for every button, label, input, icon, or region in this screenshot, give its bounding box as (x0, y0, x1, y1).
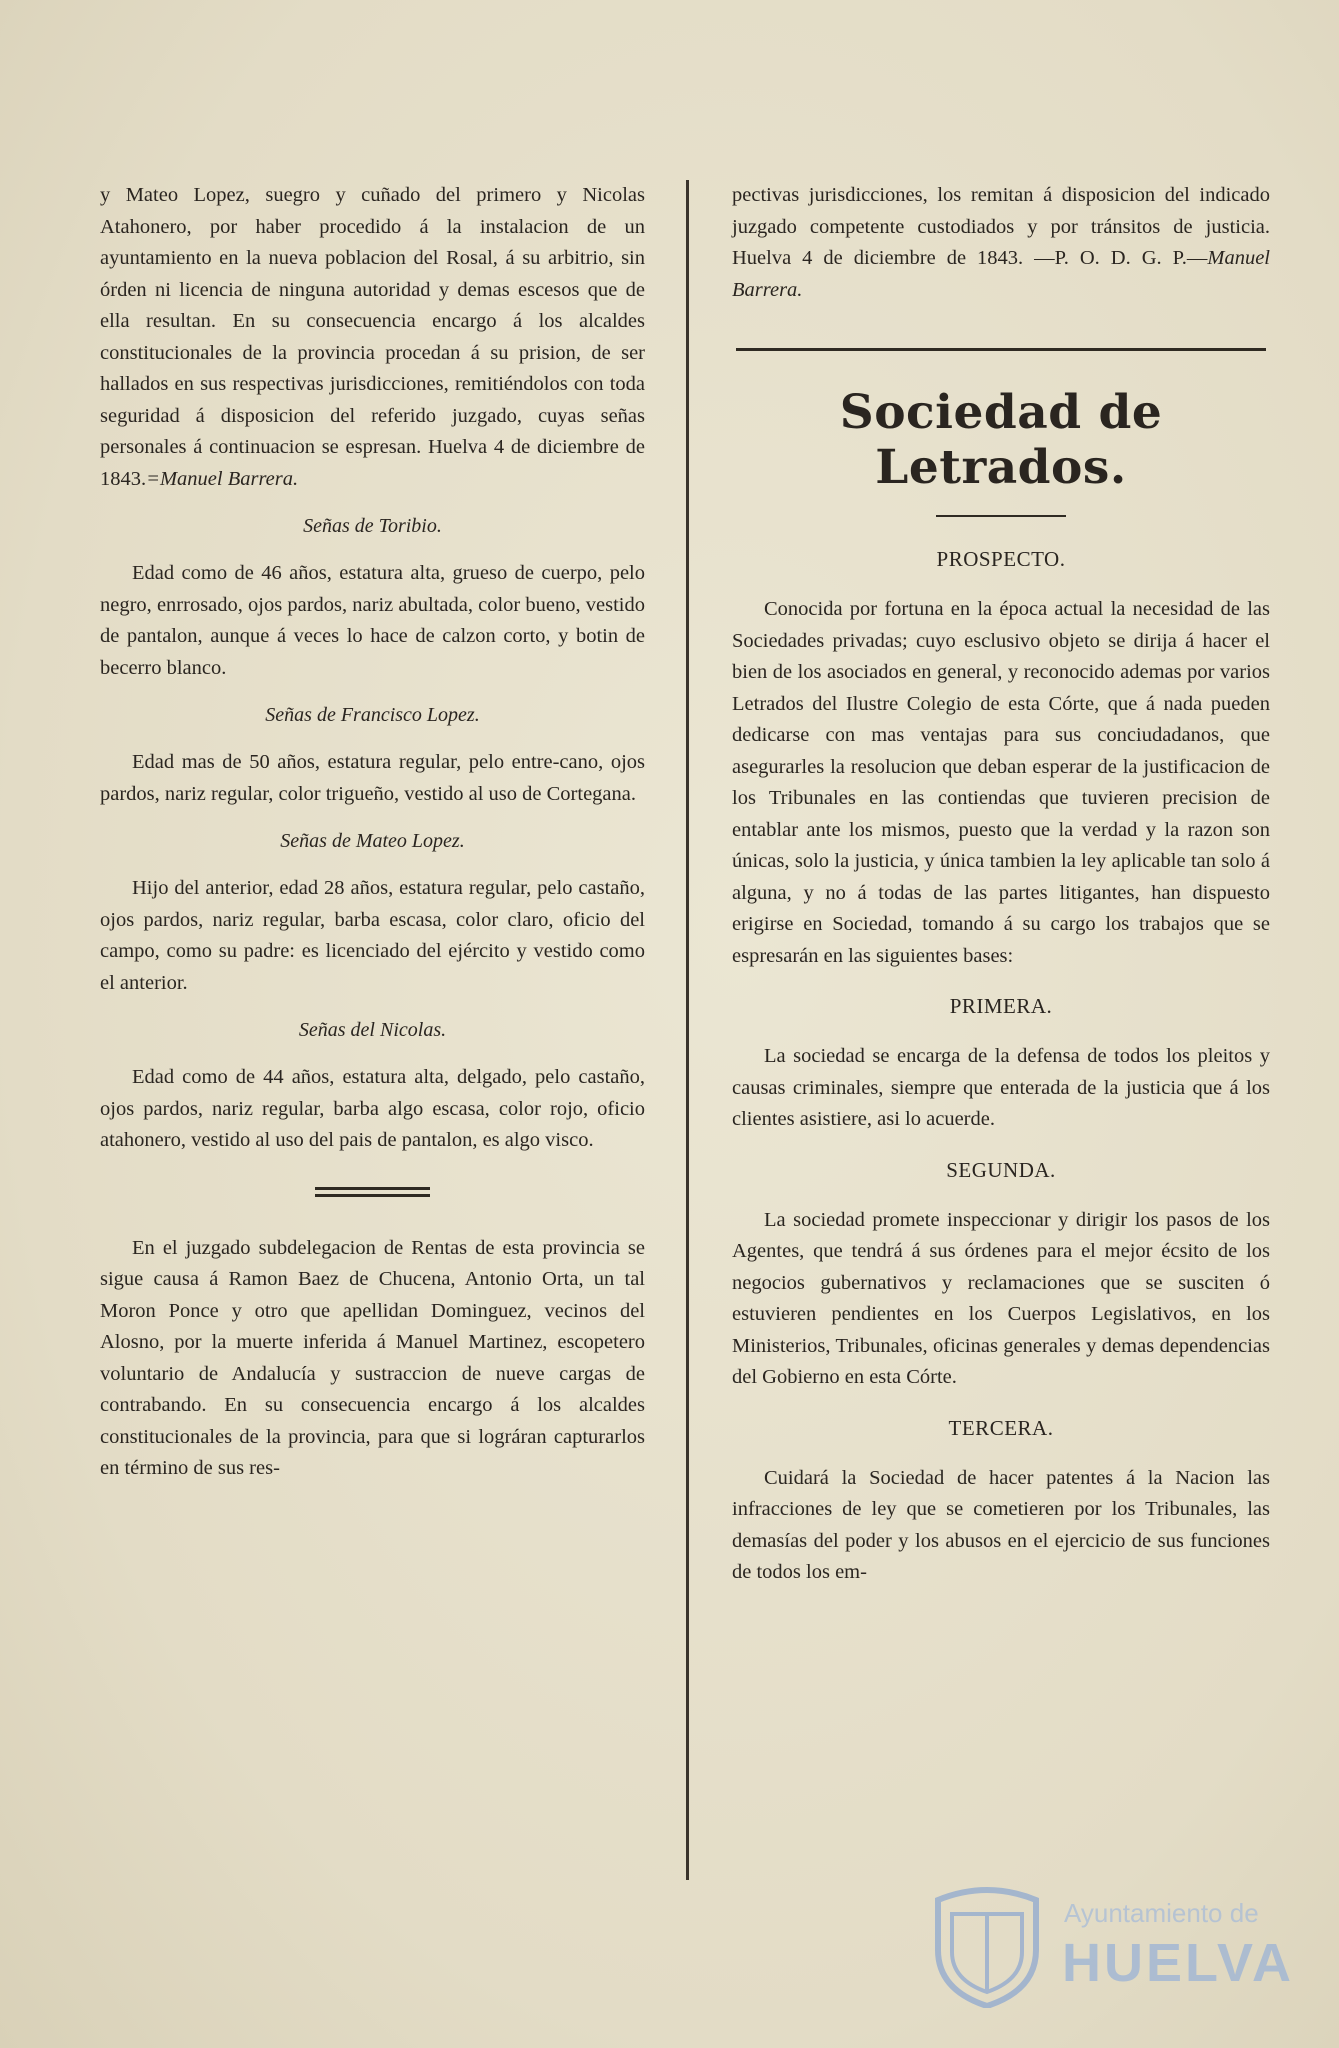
decree-continuation: pectivas jurisdicciones, los remitan á disposicion del indicado juzgado competente custodiados y por tránsitos de justicia. Huelva 4 de diciembre de 1843. —P. O. D. G. P.—Manuel Barrera. (732, 184, 1270, 301)
description-nicolas: Edad como de 44 años, estatura alta, delgado, pelo castaño, ojos pardos, nariz regular, barba algo escasa, color rojo, oficio atahonero, vestido al uso del pais de pantalon, es algo visco. (100, 1066, 645, 1151)
heading-segunda: SEGUNDA. (946, 1157, 1056, 1182)
description-francisco: Edad mas de 50 años, estatura regular, pelo entre-cano, ojos pardos, nariz regular, color trigueño, vestido al uso de Cortegana. (100, 751, 645, 805)
heading-primera: PRIMERA. (949, 994, 1053, 1018)
signature: Manuel Barrera. (732, 247, 1270, 301)
heading-prospecto: PROSPECTO. (936, 547, 1066, 571)
right-column (732, 180, 1270, 1601)
description-mateo: Hijo del anterior, edad 28 años, estatura regular, pelo castaño, ojos pardos, nariz regular, barba escasa, color claro, oficio del campo, como su padre: es licenciado del ejército y vestido como el anterior. (100, 877, 645, 994)
description-toribio: Edad como de 46 años, estatura alta, grueso de cuerpo, pelo negro, enrrosado, ojos pardos, nariz abultada, color bueno, vestido de pantalon, aunque á veces lo hace de calzon corto, y botin de becerro blanco. (100, 562, 645, 679)
left-column (100, 180, 645, 1497)
watermark-line1: Ayuntamiento de (1064, 1898, 1259, 1928)
city-shield-icon (928, 1880, 1046, 2008)
base-primera: La sociedad se encarga de la defensa de todos los pleitos y causas criminales, siempre que enterada de la justicia que á los clientes asistiere, asi lo acuerde. (732, 1045, 1270, 1130)
column-divider (686, 180, 689, 1880)
signature: =Manuel Barrera. (146, 467, 299, 490)
section-rule (736, 348, 1266, 351)
decree-paragraph-2: En el juzgado subdelegacion de Rentas de esta provincia se sigue causa á Ramon Baez de Chucena, Antonio Orta, un tal Moron Ponce y otro que apellidan Dominguez, vecinos del Alosno, por la muerte inferida á Manuel Martinez, escopetero voluntario de Andalucía y sustraccion de nueve cargas de contrabando. En su consecuencia encargo á los alcaldes constitucionales de la provincia, para que si lográran capturarlos en término de sus res- (100, 1236, 645, 1479)
title-rule (936, 515, 1066, 517)
heading-mateo: Señas de Mateo Lopez. (280, 830, 465, 852)
watermark-line2: HUELVA (1062, 1933, 1294, 1993)
archive-watermark (928, 1880, 1294, 2010)
heading-francisco: Señas de Francisco Lopez. (265, 704, 480, 726)
heading-toribio: Señas de Toribio. (303, 515, 442, 537)
heading-tercera: TERCERA. (948, 1415, 1054, 1440)
article-title: Sociedad de Letrados. (839, 385, 1163, 495)
prospecto-intro: Conocida por fortuna en la época actual la necesidad de las Sociedades privadas; cuyo esclusivo objeto se dirija á hacer el bien de los asociados en general, y reconocido ademas por varios Letrados del Ilustre Colegio de esta Córte, que á nada pueden dedicarse con mas ventajas para sus conciudadanos, que asegurarles la resolucion que deban esperar de la justificacion de los Tribunales en las contiendas que tuvieren precision de entablar ante los mismos, puesto que la verdad y la razon son únicas, solo la justicia, y única tambien la ley aplicable tan solo á alguna, y no á todas de las partes litigantes, han dispuesto erigirse en Sociedad, tomando á su cargo los trabajos que se espresarán en las siguientes bases: (732, 598, 1270, 967)
base-tercera: Cuidará la Sociedad de hacer patentes á la Nacion las infracciones de ley que se cometieren por los Tribunales, las demasías del poder y los abusos en el ejercicio de sus funciones de todos los em- (732, 1466, 1270, 1583)
heading-nicolas: Señas del Nicolas. (298, 1019, 447, 1041)
decree-paragraph-1: y Mateo Lopez, suegro y cuñado del primero y Nicolas Atahonero, por haber procedido á la instalacion de un ayuntamiento en la nueva poblacion del Rosal, á su arbitrio, sin órden ni licencia de ninguna autoridad y demas escesos que de ella resultan. En su consecuencia encargo á los alcaldes constitucionales de la provincia procedan á su prision, de ser hallados en sus respectivas jurisdicciones, remitiéndolos con toda seguridad á disposicion del referido juzgado, cuyas señas personales á continuacion se espresan. Huelva 4 de diciembre de 1843.=Manuel Barrera. (100, 184, 645, 490)
base-segunda: La sociedad promete inspeccionar y dirigir los pasos de los Agentes, que tendrá á sus órdenes para el mejor écsito de los negocios gubernativos y reclamaciones que se susciten ó estuvieren pendientes en los Cuerpos Legislativos, en los Ministerios, Tribunales, oficinas generales y demas dependencias del Gobierno en esta Córte. (732, 1208, 1270, 1388)
section-divider (315, 1187, 430, 1197)
